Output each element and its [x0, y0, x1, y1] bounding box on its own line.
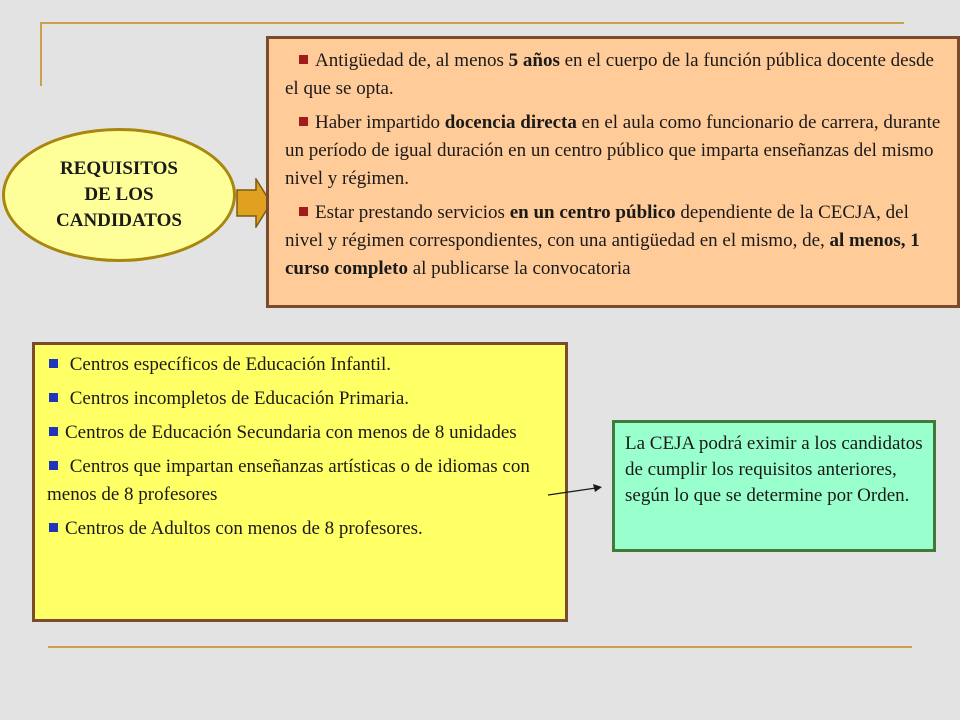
decorative-bottom-line	[48, 646, 912, 648]
square-bullet-icon	[49, 523, 58, 532]
centro-item: Centros que impartan enseñanzas artísticas o de idiomas con menos de 8 profesores	[47, 456, 530, 505]
centro-item: Centros de Educación Secundaria con menos de 8 unidades	[47, 419, 559, 447]
eximir-box	[612, 420, 936, 552]
decorative-top-line	[40, 22, 904, 24]
slide-title: REQUISITOS DE LOS CANDIDATOS	[56, 158, 182, 231]
centro-item: Centros específicos de Educación Infantil.	[47, 351, 559, 379]
square-bullet-icon	[299, 207, 308, 216]
square-bullet-icon	[299, 117, 308, 126]
decorative-left-line	[40, 22, 42, 86]
square-bullet-icon	[49, 427, 58, 436]
centro-item: Centros de Adultos con menos de 8 profesores.	[47, 515, 559, 543]
centro-item: Centros incompletos de Educación Primaria.	[47, 385, 559, 413]
requisito-item: Antigüedad de, al menos 5 años en el cuerpo de la función pública docente desde el que se opta.	[285, 50, 934, 99]
requisito-item: Estar prestando servicios en un centro público dependiente de la CECJA, del nivel y régimen correspondientes, con una antigüedad en el mismo, de, al menos, 1 curso completo al publicarse la convocatoria	[285, 202, 920, 279]
centros-box	[32, 342, 568, 622]
square-bullet-icon	[49, 461, 58, 470]
square-bullet-icon	[49, 393, 58, 402]
square-bullet-icon	[299, 55, 308, 64]
requisito-item: Haber impartido docencia directa en el aula como funcionario de carrera, durante un período de igual duración en un centro público que imparta enseñanzas del mismo nivel y régimen.	[285, 112, 941, 189]
requisitos-box	[266, 36, 960, 308]
title-ellipse	[2, 128, 236, 262]
connector-arrow-icon	[546, 482, 606, 498]
square-bullet-icon	[49, 359, 58, 368]
eximir-text: La CEJA podrá eximir a los candidatos de cumplir los requisitos anteriores, según lo que se determine por Orden.	[625, 433, 923, 506]
